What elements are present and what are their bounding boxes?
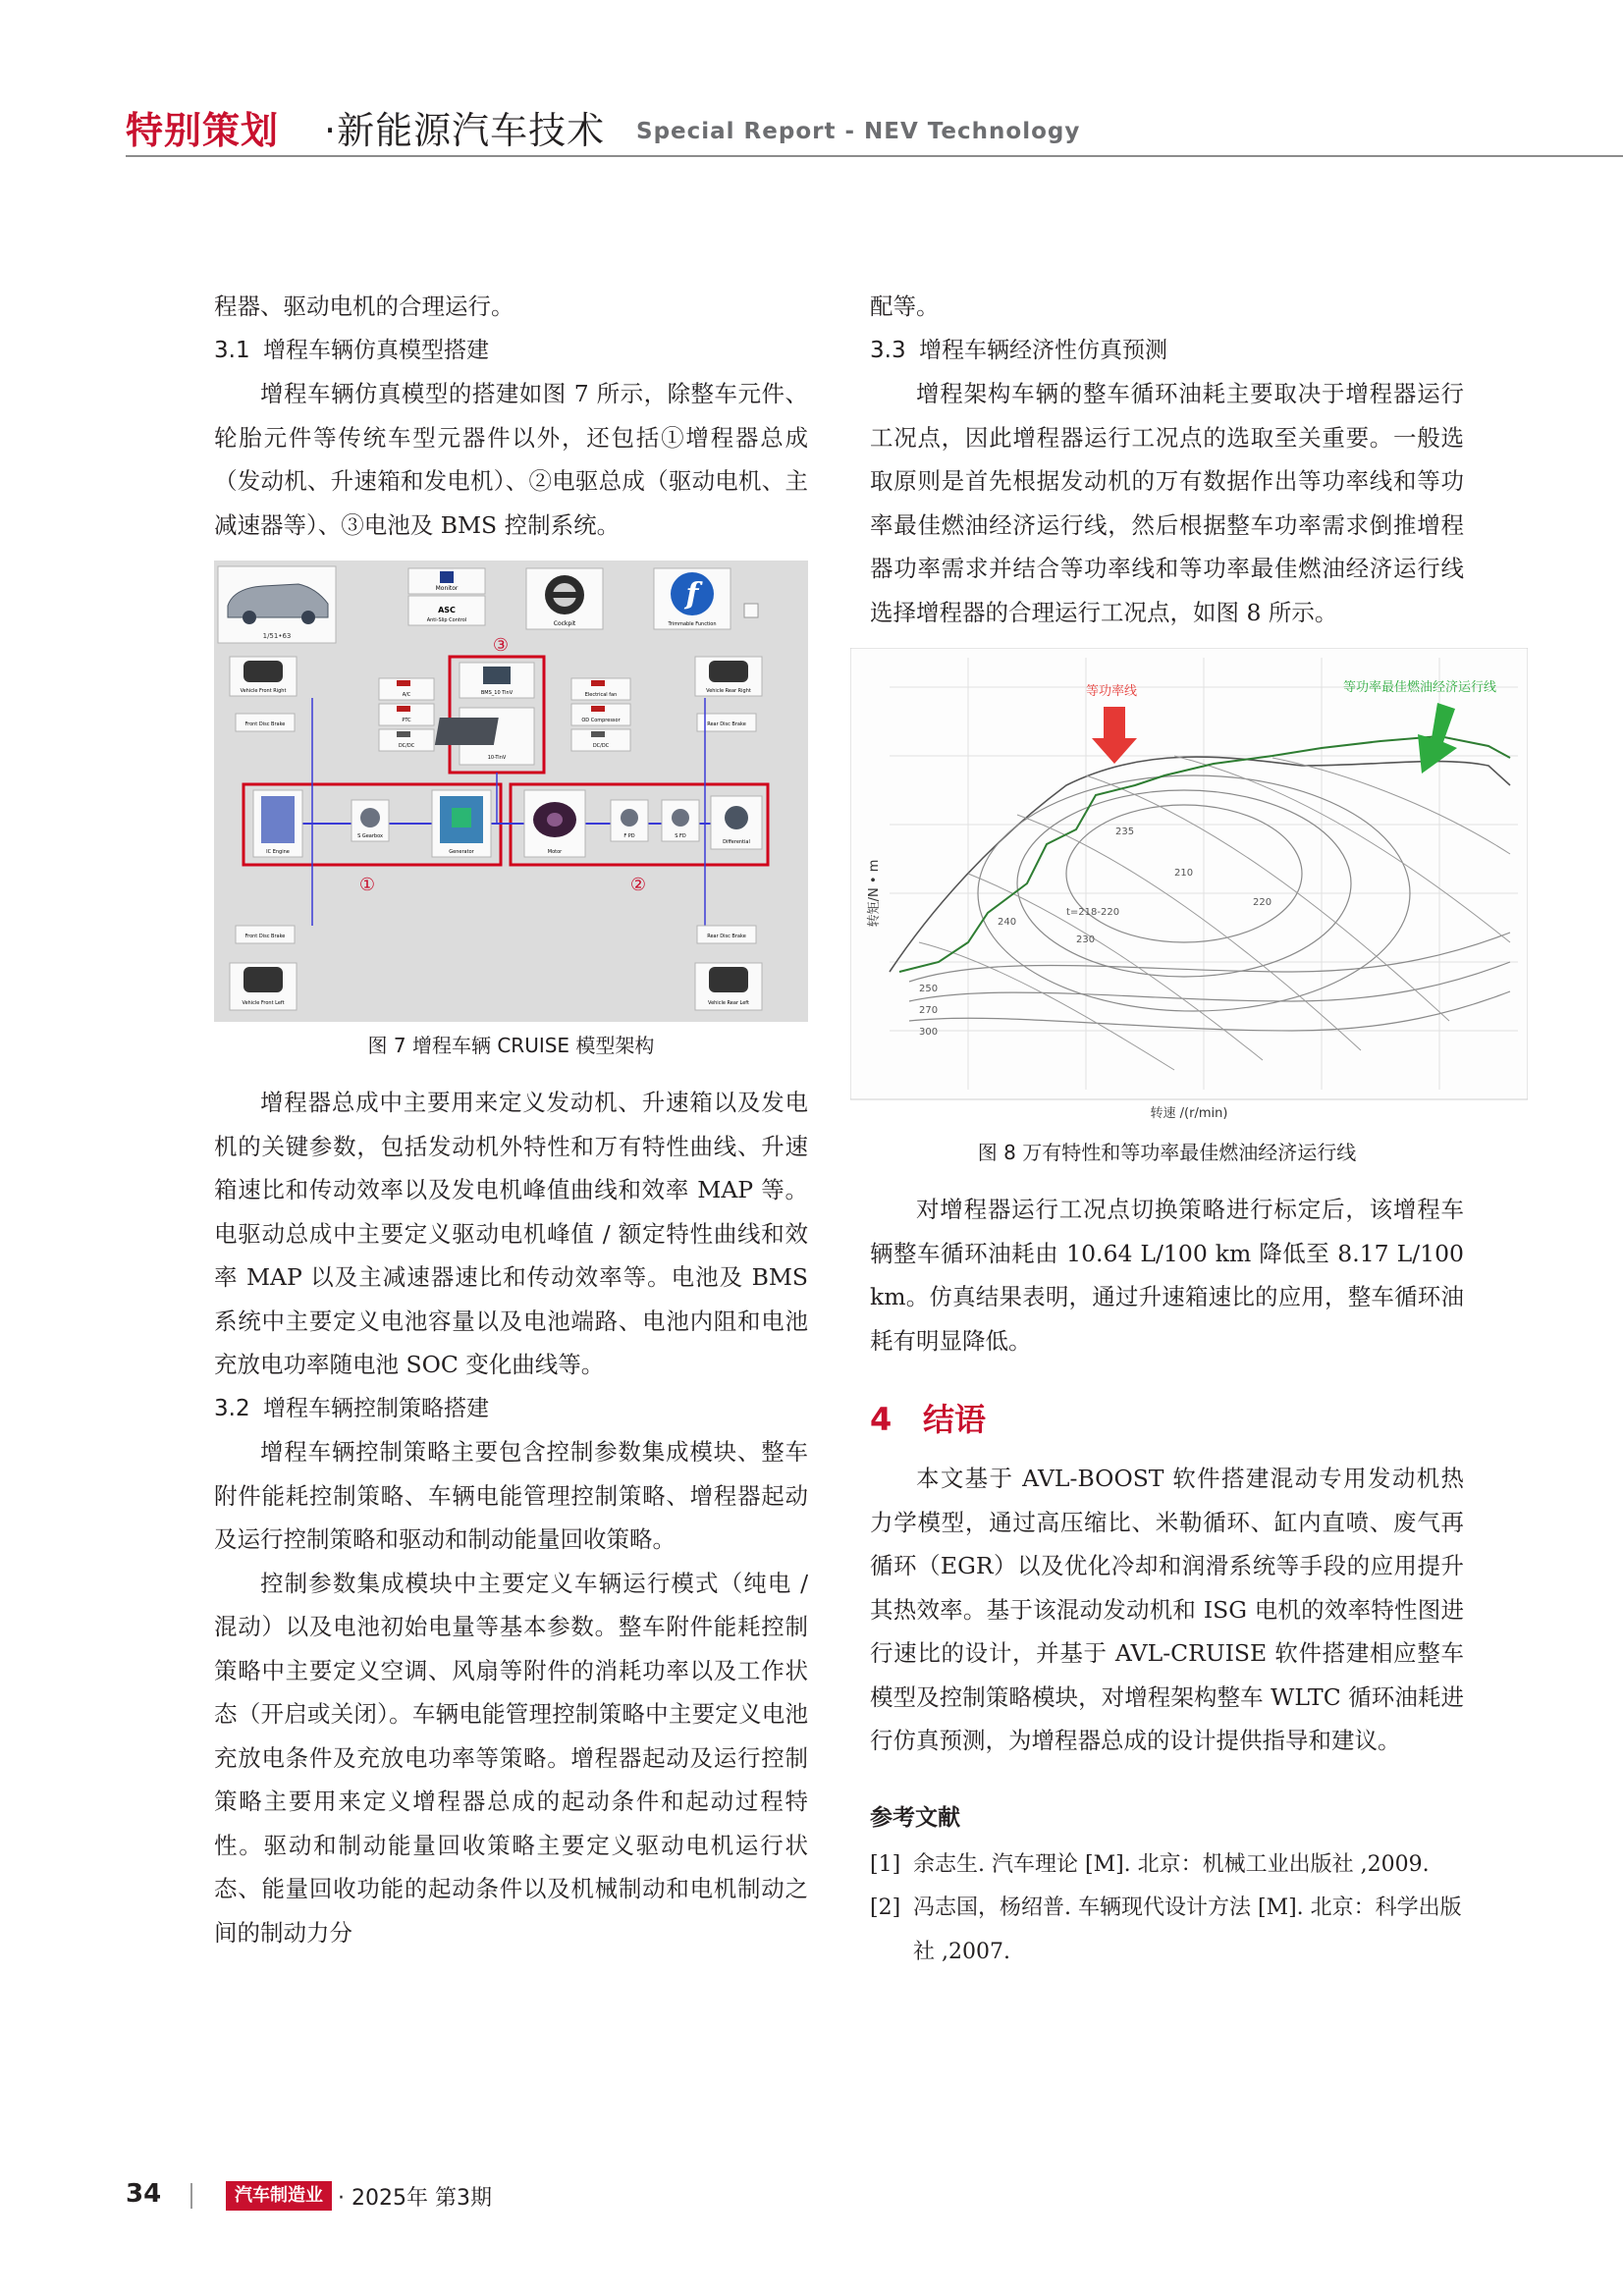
page-header xyxy=(0,0,1623,162)
front-disc-brake-2-label: Front Disc Brake xyxy=(244,934,286,939)
paragraph: 增程车辆控制策略主要包含控制参数集成模块、整车附件能耗控制策略、车辆电能管理控制策略、增程器起动及运行控制策略和驱动和制动能量回收策略。 xyxy=(214,1438,808,1553)
figure-8-chart xyxy=(850,648,1528,1129)
car-label: 1/51•63 xyxy=(262,632,292,640)
paragraph: 增程车辆仿真模型的搭建如图 7 所示，除整车元件、轮胎元件等传统车型元器件以外，还包括①增程器总成（发动机、升速箱和发电机）、②电驱总成（驱动电机、主减速器等）、③电池及 BMS 控制系统。 xyxy=(214,380,808,539)
section-title: 增程车辆仿真模型搭建 xyxy=(263,337,489,363)
page-number: 34 xyxy=(126,2179,162,2209)
asc-label: ASC xyxy=(438,606,456,614)
contour-label: t=218-220 xyxy=(1066,907,1120,918)
magazine-logo: 汽车制造业 xyxy=(226,2181,332,2211)
contour-label: 240 xyxy=(998,917,1017,928)
contour-label: 250 xyxy=(919,984,939,994)
monitor-label: Monitor xyxy=(435,585,459,592)
section-number: 3.1 xyxy=(214,337,250,363)
header-title-red: 特别策划 xyxy=(126,109,280,152)
fpd-label: F PD xyxy=(623,833,635,839)
tire-icon xyxy=(709,967,748,992)
header-title-rest: ·新能源汽车技术 xyxy=(324,109,606,152)
contour-label: 220 xyxy=(1253,897,1272,908)
generator-icon xyxy=(440,796,483,843)
differential-icon xyxy=(725,806,748,829)
gearbox-label: S Gearbox xyxy=(357,833,383,839)
tire-icon xyxy=(243,661,283,682)
section-number: 3.2 xyxy=(214,1395,250,1421)
contour-label: 270 xyxy=(919,1005,939,1016)
tire-front-right-label: Vehicle Front Right xyxy=(240,688,287,694)
front-disc-brake-label: Front Disc Brake xyxy=(244,721,286,727)
reference-number: [1] xyxy=(870,1851,901,1877)
paragraph: 增程架构车辆的整车循环油耗主要取决于增程器运行工况点，因此增程器运行工况点的选取至关重要。一般选取原则是首先根据发动机的万有数据作出等功率线和等功率最佳燃油经济运行线，然后根据整车功率需求倒推增程器功率需求并结合等功率线和等功率最佳燃油经济运行线选择增程器的合理运行工况点，如图 8 所示。 xyxy=(870,380,1464,626)
dcdc2-label: DC/DC xyxy=(592,743,610,749)
rear-disc-brake-label: Rear Disc Brake xyxy=(707,721,746,727)
tire-front-left-label: Vehicle Front Left xyxy=(242,1000,285,1006)
issue-info: · 2025年 第3期 xyxy=(338,2186,492,2211)
paragraph: 配等。 xyxy=(870,293,940,320)
figure-8-caption: 图 8 万有特性和等功率最佳燃油经济运行线 xyxy=(977,1141,1357,1164)
section-heading-3-3 xyxy=(870,329,1464,373)
steering-wheel-icon xyxy=(545,575,584,614)
paragraph: 程器、驱动电机的合理运行。 xyxy=(214,293,514,320)
contour-label: 210 xyxy=(1174,868,1194,879)
figure-7-caption: 图 7 增程车辆 CRUISE 模型架构 xyxy=(367,1034,655,1057)
figure-8 xyxy=(867,648,1497,1172)
bms-label: BMS_10 TinV xyxy=(480,690,514,696)
header-rule xyxy=(126,155,1623,157)
reference-item xyxy=(870,1887,1464,1974)
dcdc-label: DC/DC xyxy=(398,743,415,749)
contour-label: 300 xyxy=(919,1027,939,1038)
compressor-label: OD Compressor xyxy=(581,718,621,723)
ac-label: A/C xyxy=(402,692,411,698)
battery-icon xyxy=(435,718,499,745)
section-heading-3-2 xyxy=(214,1387,808,1431)
section-number: 4 xyxy=(870,1401,893,1438)
function-label: Trimmable Function xyxy=(668,621,717,627)
reference-text: 余志生. 汽车理论 [M]. 北京：机械工业出版社 ,2009. xyxy=(913,1851,1430,1877)
paragraph: 增程器总成中主要用来定义发动机、升速箱以及发电机的关键参数，包括发动机外特性和万有特性曲线、升速箱速比和传动效率以及发电机峰值曲线和效率 MAP 等。电驱动总成中主要定义驱动电机峰值 / 额定特性曲线和效率 MAP 以及主减速器速比和传动效率等。电池及 BMS 系统中主要定义电池容量以及电池端路、电池内阻和电池充放电功率随电池 SOC 变化曲线等。 xyxy=(214,1089,808,1378)
motor-label: Motor xyxy=(547,849,563,855)
reference-number: [2] xyxy=(870,1896,901,1920)
function-icon xyxy=(671,572,714,615)
tire-icon xyxy=(709,661,748,682)
reference-item xyxy=(870,1843,1464,1888)
section-heading-3-1 xyxy=(214,329,808,373)
engine-label: IC Engine xyxy=(266,849,290,855)
contour-label: 230 xyxy=(1076,934,1096,945)
electrical-fan-label: Electrical fan xyxy=(584,692,618,698)
x-axis-label: 转速 /(r/min) xyxy=(1150,1106,1228,1121)
sfd-label: S FD xyxy=(675,833,686,839)
generator-label: Generator xyxy=(449,849,474,855)
contour-label: 235 xyxy=(1115,827,1135,837)
asc-sublabel: Anti-Slip Control xyxy=(426,617,467,623)
section-title: 增程车辆经济性仿真预测 xyxy=(919,337,1167,363)
ptc-label: PTC xyxy=(402,718,411,723)
section-number: 3.3 xyxy=(870,337,906,363)
tire-rear-left-label: Vehicle Rear Left xyxy=(708,1000,749,1006)
paragraph: 本文基于 AVL-BOOST 软件搭建混动专用发动机热力学模型，通过高压缩比、米勒循环、缸内直喷、废气再循环（EGR）以及优化冷却和润滑系统等手段的应用提升其热效率。基于该混动发动机和 ISG 电机的效率特性图进行速比的设计，并基于 AVL-CRUISE 软件搭建相应整车模型及控制策略模块，对增程架构整车 WLTC 循环油耗进行仿真预测，为增程器总成的设计提供指导和建议。 xyxy=(870,1465,1464,1754)
paragraph: 对增程器运行工况点切换策略进行标定后，该增程车辆整车循环油耗由 10.64 L/100 km 降低至 8.17 L/100 km。仿真结果表明，通过升速箱速比的应用，整车循环油耗有明显降低。 xyxy=(870,1196,1464,1355)
marker-2: ② xyxy=(629,875,647,895)
tire-icon xyxy=(243,967,283,992)
battery-label: 10-TinV xyxy=(487,755,507,761)
paragraph: 控制参数集成模块中主要定义车辆运行模式（纯电 / 混动）以及电池初始电量等基本参数。整车附件能耗控制策略中主要定义空调、风扇等附件的消耗功率以及工作状态（开启或关闭）。车辆电能管理控制策略中主要定义电池充放电条件及充放电功率等策略。增程器起动及运行控制策略主要用来定义增程器总成的起动条件和起动过程特性。驱动和制动能量回收策略主要定义驱动电机运行状态、能量回收功能的起动条件以及机械制动和电机制动之间的制动力分 xyxy=(214,1569,808,1947)
best-economy-label: 等功率最佳燃油经济运行线 xyxy=(1343,680,1497,695)
header-title-en: Special Report - NEV Technology xyxy=(636,119,1081,144)
right-column xyxy=(867,285,1497,1974)
marker-1: ① xyxy=(358,875,376,895)
tire-rear-right-label: Vehicle Rear Right xyxy=(706,688,751,694)
y-axis-label: 转矩/N • m xyxy=(867,859,882,928)
rear-disc-brake-2-label: Rear Disc Brake xyxy=(707,934,746,939)
engine-icon xyxy=(261,796,295,843)
gearbox-icon xyxy=(360,808,380,828)
iso-power-label: 等功率线 xyxy=(1086,684,1138,699)
motor-icon xyxy=(533,802,576,837)
svg-text:f: f xyxy=(685,577,699,612)
reference-text: 冯志国，杨绍普. 车辆现代设计方法 [M]. 北京：科学出版社 ,2007. xyxy=(913,1896,1462,1964)
section-title: 结语 xyxy=(923,1401,987,1438)
references-heading: 参考文献 xyxy=(870,1804,960,1831)
figure-7 xyxy=(214,561,808,1065)
page-footer xyxy=(126,2179,1009,2228)
section-heading-4 xyxy=(870,1398,1464,1441)
figure-7-diagram xyxy=(214,561,808,1022)
left-column xyxy=(214,285,808,1954)
section-title: 增程车辆控制策略搭建 xyxy=(263,1395,489,1421)
cockpit-label: Cockpit xyxy=(553,620,576,627)
footer-divider xyxy=(190,2183,192,2209)
marker-3: ③ xyxy=(492,635,510,656)
differential-label: Differential xyxy=(723,839,750,845)
